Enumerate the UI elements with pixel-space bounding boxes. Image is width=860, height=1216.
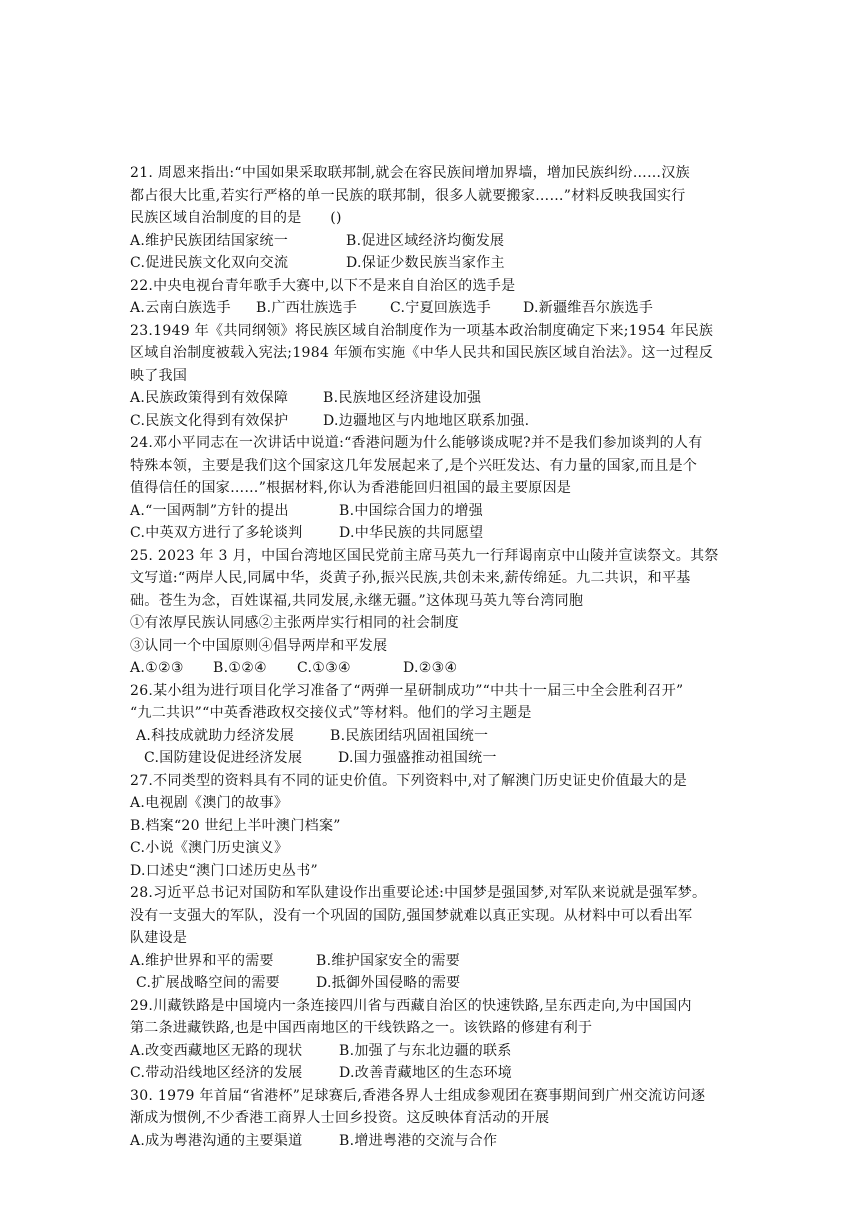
question-30 — [130, 1085, 730, 1153]
question-text: 27.不同类型的资料具有不同的证史价值。下列资料中,对了解澳门历史证史价值最大的是 — [130, 772, 688, 789]
options-row — [130, 950, 730, 973]
question-text: 队建设是 — [130, 930, 188, 946]
options-row — [130, 972, 730, 995]
option-c: C.①③④ — [297, 660, 351, 676]
option-a: A.①②③ — [130, 660, 184, 676]
option-b: B.民族团结巩固祖国统一 — [330, 727, 489, 744]
question-text: 没有一支强大的军队，没有一个巩固的国防,强国梦就难以真正实现。从材料中可以看出军 — [130, 907, 693, 924]
question-text: 础。苍生为念，百姓谋福,共同发展,永继无疆。”这体现马英九等台湾同胞 — [130, 592, 584, 609]
question-text: 民族区域自治制度的目的是 () — [130, 210, 342, 226]
options-row — [130, 1130, 730, 1153]
question-text: 21. 周恩来指出:“中国如果采取联邦制,就会在容民族间增加界墙，增加民族纠纷……汉族 — [130, 165, 690, 181]
option-c: C.带动沿线地区经济的发展 — [130, 1065, 303, 1081]
option-c: C.小说《澳门历史演义》 — [130, 840, 289, 856]
question-text: 区域自治制度被载入宪法;1984 年颁布实施《中华人民共和国民族区域自治法》。这一过程反 — [130, 345, 713, 361]
statement-line: ①有浓厚民族认同感②主张两岸实行相同的社会制度 — [130, 615, 459, 631]
option-b: B.加强了与东北边疆的联系 — [339, 1042, 512, 1059]
option-a: A.民族政策得到有效保障 — [130, 390, 289, 406]
option-c: C.扩展战略空间的需要 — [136, 975, 280, 991]
question-text: 23.1949 年《共同纲领》将民族区域自治制度作为一项基本政治制度确定下来;1954 年民族 — [130, 322, 714, 339]
option-a: A.改变西藏地区无路的现状 — [130, 1042, 303, 1059]
option-a: A.维护世界和平的需要 — [130, 952, 274, 969]
option-d: D.保证少数民族当家作主 — [346, 255, 505, 271]
option-c: C.民族文化得到有效保护 — [130, 412, 289, 429]
options-row — [130, 252, 730, 275]
question-text: 22.中央电视台青年歌手大赛中,以下不是来自自治区的选手是 — [130, 277, 516, 294]
question-text: 30. 1979 年首届“省港杯”足球赛后,香港各界人士组成参观团在赛事期间到广州交流访问逐 — [130, 1087, 706, 1104]
options-row — [130, 522, 730, 545]
option-d: D.新疆维吾尔族选手 — [523, 300, 654, 316]
option-a: A.成为粤港沟通的主要渠道 — [130, 1132, 303, 1149]
option-b: B.民族地区经济建设加强 — [323, 390, 482, 406]
options-row — [130, 410, 730, 433]
question-text: 24.邓小平同志在一次讲话中说道:“香港问题为什么能够谈成呢?并不是我们参加谈判的人有 — [130, 435, 703, 451]
question-text: 值得信任的国家……”根据材料,你认为香港能回归祖国的最主要原因是 — [130, 480, 572, 496]
question-text: 25. 2023 年 3 月，中国台湾地区国民党前主席马英九一行拜谒南京中山陵并宣读祭文。其祭 — [130, 547, 719, 564]
option-c: C.宁夏回族选手 — [390, 300, 492, 316]
question-24 — [130, 432, 730, 545]
question-27 — [130, 770, 730, 883]
option-b: B.增进粤港的交流与合作 — [339, 1132, 498, 1149]
options-row — [130, 725, 730, 748]
question-text: 28.习近平总书记对国防和军队建设作出重要论述:中国梦是强国梦,对军队来说就是强军梦。 — [130, 885, 707, 901]
question-28 — [130, 882, 730, 995]
option-c: C.国防建设促进经济发展 — [144, 750, 303, 766]
option-b: B.促进区域经济均衡发展 — [346, 232, 505, 249]
option-b: B.广西壮族选手 — [256, 300, 358, 316]
question-text: 29.川藏铁路是中国境内一条连接四川省与西藏自治区的快速铁路,呈东西走向,为中国国内 — [130, 997, 692, 1014]
option-b: B.档案“20 世纪上半叶澳门档案” — [130, 817, 341, 834]
question-text: 渐成为惯例,不少香港工商界人士回乡投资。这反映体育活动的开展 — [130, 1110, 550, 1126]
option-d: D.边疆地区与内地地区联系加强. — [323, 412, 530, 429]
option-b: B.①②④ — [213, 660, 267, 676]
question-text: “九二共识”“中英香港政权交接仪式”等材料。他们的学习主题是 — [130, 705, 532, 721]
question-text: 第二条进藏铁路,也是中国西南地区的干线铁路之一。该铁路的修建有利于 — [130, 1020, 593, 1036]
option-c: C.中英双方进行了多轮谈判 — [130, 525, 303, 541]
question-text: 映了我国 — [130, 367, 188, 384]
question-text: 文写道:“两岸人民,同属中华，炎黄子孙,振兴民族,共创未来,薪传绵延。九二共识，和平基 — [130, 570, 691, 586]
option-d: D.国力强盛推动祖国统一 — [338, 750, 497, 766]
question-text: 特殊本领，主要是我们这个国家这几年发展起来了,是个兴旺发达、有力量的国家,而且是个 — [130, 457, 698, 474]
option-d: D.②③④ — [403, 660, 458, 676]
option-a: A.科技成就助力经济发展 — [136, 727, 295, 744]
question-text: 26.某小组为进行项目化学习准备了“两弹一星研制成功”“中共十一届三中全会胜利召开” — [130, 682, 684, 699]
exam-page — [130, 162, 730, 1152]
statement-line: ③认同一个中国原则④倡导两岸和平发展 — [130, 637, 388, 654]
option-a: A.“一国两制”方针的提出 — [130, 502, 289, 519]
option-c: C.促进民族文化双向交流 — [130, 255, 289, 271]
question-25 — [130, 545, 730, 680]
question-23 — [130, 320, 730, 433]
question-text: 都占很大比重,若实行严格的单一民族的联邦制，很多人就要搬家……”材料反映我国实行 — [130, 187, 686, 204]
question-21 — [130, 162, 730, 275]
option-b: B.维护国家安全的需要 — [316, 952, 461, 969]
option-b: B.中国综合国力的增强 — [339, 502, 484, 519]
option-d: D.中华民族的共同愿望 — [339, 525, 484, 541]
options-row — [130, 230, 730, 253]
options-row — [130, 1040, 730, 1063]
question-22 — [130, 275, 730, 320]
options-row — [130, 297, 730, 320]
option-a: A.云南白族选手 — [130, 300, 231, 316]
options-row — [130, 500, 730, 523]
question-29 — [130, 995, 730, 1085]
options-row — [130, 747, 730, 770]
options-row — [130, 1062, 730, 1085]
option-d: D.口述史“澳门口述历史丛书” — [130, 862, 318, 879]
options-row — [130, 387, 730, 410]
question-26 — [130, 680, 730, 770]
option-d: D.抵御外国侵略的需要 — [316, 975, 461, 991]
option-a: A.维护民族团结国家统一 — [130, 232, 289, 249]
option-a: A.电视剧《澳门的故事》 — [130, 795, 289, 811]
options-row — [130, 657, 730, 680]
option-d: D.改善青藏地区的生态环境 — [339, 1065, 513, 1081]
